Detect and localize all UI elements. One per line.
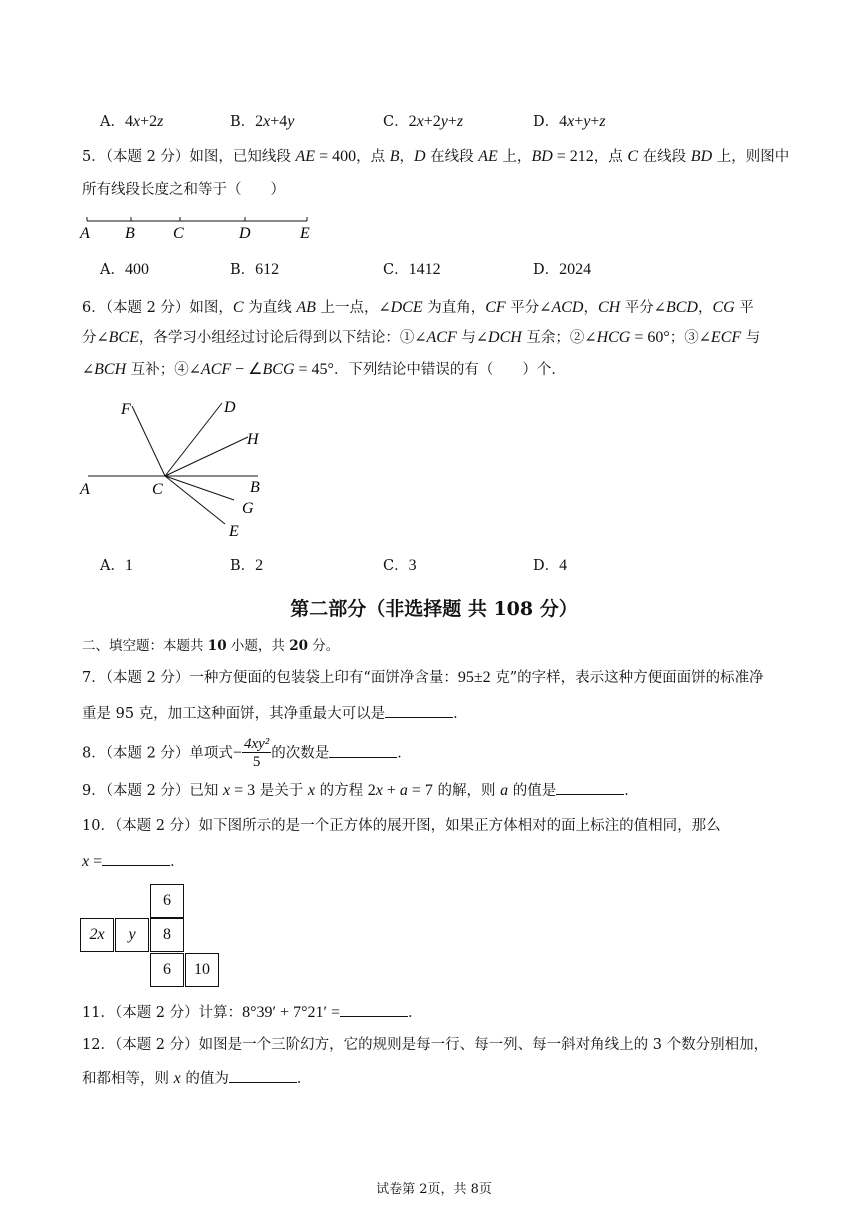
label-b: B [250, 479, 260, 496]
text-segment: 的方程 [315, 783, 368, 799]
text-segment: ∠ [82, 362, 95, 378]
text-segment: 二、填空题：本题共 [82, 638, 208, 654]
q6-angle-figure [0, 0, 868, 560]
math-variable: x [173, 1070, 181, 1087]
math-variable: AE [478, 148, 498, 165]
text-segment: ，各学习小组经过讨论后得到以下结论：①∠ [138, 330, 427, 346]
math-variable: BCG [262, 361, 295, 378]
text-segment: 平分∠ [620, 300, 666, 316]
q8-answer-blank[interactable] [329, 743, 397, 758]
text-segment: D． [533, 262, 560, 278]
text-segment: 为直角， [422, 300, 486, 316]
text-segment: + [590, 113, 600, 130]
text-segment: A． [100, 114, 125, 130]
math-variable: C [232, 299, 244, 316]
net-cell-2x: 2x [80, 918, 114, 952]
text-segment: 2024 [559, 261, 592, 278]
net-cell-bottom-right: 10 [185, 953, 219, 987]
text-segment: 的值是 [508, 783, 557, 799]
q9-tail: ． [624, 783, 639, 799]
q10-text-line2 [82, 851, 185, 872]
text-segment: 的值为 [180, 1071, 229, 1087]
text-segment: 4 [559, 557, 568, 574]
text-segment: +2 [140, 113, 158, 130]
text-segment: 2 [367, 782, 376, 799]
math-variable: x [567, 113, 575, 130]
text-segment: B． [230, 262, 256, 278]
text-segment: 7．（本题 2 分）一种方便面的包装袋上印有“面饼净含量： [82, 670, 458, 686]
text-segment: 10 [207, 638, 227, 654]
math-variable: BD [690, 148, 713, 165]
math-variable: x [416, 113, 424, 130]
math-variable: y [287, 113, 295, 130]
q10-x-eq [82, 854, 102, 870]
text-segment: 平分∠ [505, 300, 552, 316]
text-segment: 2 [255, 557, 264, 574]
label-a: A [80, 225, 90, 242]
q7-text [82, 706, 385, 722]
math-variable: ECF [710, 329, 742, 346]
text-segment: B． [230, 114, 256, 130]
math-variable: z [456, 113, 464, 130]
text-segment: 是关于 [255, 783, 308, 799]
text-segment: ，点 [356, 149, 390, 165]
text-segment: 所有线段长度之和等于（ ） [82, 182, 285, 198]
text-segment: 上，则图中 [712, 149, 790, 165]
q8-suffix: 的次数是 [271, 745, 330, 762]
math-variable: BCH [94, 361, 127, 378]
q6-option-b [230, 556, 263, 576]
label-c: C [173, 225, 184, 242]
math-variable: x [263, 113, 271, 130]
label-b: B [125, 225, 135, 242]
text-segment: 20 [289, 638, 308, 654]
net-cell-top: 6 [150, 884, 184, 918]
text-segment: 分∠ [82, 330, 109, 346]
text-segment: = 45° [294, 361, 334, 378]
math-variable: ACF [200, 361, 232, 378]
label-h: H [247, 431, 259, 448]
text-segment: D． [533, 558, 560, 574]
text-segment: B． [230, 558, 256, 574]
q9-question [82, 783, 556, 799]
math-variable: z [157, 113, 164, 130]
text-segment: − ∠ [231, 361, 263, 378]
ray-cf [132, 406, 165, 476]
q10-answer-blank[interactable] [102, 851, 170, 866]
q11-answer-blank[interactable] [340, 1002, 408, 1017]
net-cell-bottom: 6 [150, 953, 184, 987]
text-segment: C． [383, 558, 409, 574]
q7-text-line1 [82, 668, 764, 688]
q6-option-c [383, 556, 417, 576]
text-segment: 400 [124, 261, 149, 278]
math-variable: x [82, 853, 90, 870]
text-segment: ，点 [593, 149, 628, 165]
text-segment: +4 [270, 113, 288, 130]
text-segment: 9．（本题 2 分）已知 [82, 783, 224, 799]
q12-text-line1 [82, 1035, 768, 1055]
math-variable: a [500, 782, 509, 799]
label-e: E [229, 523, 239, 540]
text-segment: 重是 95 克，加工这种面饼，其净重最大可以是 [82, 706, 386, 722]
text-segment: 上一点，∠ [315, 300, 391, 316]
q7-answer-blank[interactable] [385, 703, 453, 718]
text-segment: 1412 [408, 261, 441, 278]
text-segment: 小题，共 [226, 638, 290, 654]
q8-minus: − [232, 744, 242, 762]
text-segment: + [447, 113, 457, 130]
text-segment: = 60° [630, 329, 670, 346]
text-segment: 1 [124, 557, 133, 574]
math-variable: z [599, 113, 606, 130]
text-segment: 3 [408, 557, 417, 574]
q9-answer-blank[interactable] [556, 780, 624, 795]
text-segment: 克”的字样，表示这种方便面面饼的标准净 [490, 670, 764, 686]
math-variable: BCD [665, 299, 698, 316]
text-segment: A． [100, 262, 125, 278]
text-segment: 6．（本题 2 分）如图， [82, 300, 233, 316]
text-segment: C． [383, 114, 409, 130]
math-variable: x [307, 782, 315, 799]
ray-cd [165, 403, 222, 476]
text-segment: = [89, 853, 103, 870]
math-variable: CF [485, 299, 506, 316]
math-variable: a [399, 782, 408, 799]
text-segment: 95±2 [457, 669, 491, 686]
text-segment: + [382, 782, 400, 799]
ray-cg [165, 476, 234, 500]
net-cell-center: 8 [150, 918, 184, 952]
q12-answer-blank[interactable] [229, 1068, 297, 1083]
math-variable: BD [531, 148, 553, 165]
text-segment: ， [697, 300, 713, 316]
math-variable: AB [296, 299, 316, 316]
text-segment: 4 [559, 113, 568, 130]
math-variable: x [132, 113, 141, 130]
label-a: A [80, 481, 90, 498]
math-variable: DCH [488, 329, 522, 346]
math-variable: D [414, 148, 426, 165]
text-segment: = 212 [552, 148, 594, 165]
q12-text-line2 [82, 1068, 311, 1089]
math-variable: AE [295, 148, 316, 165]
text-segment: 分。 [307, 638, 340, 654]
text-segment: ．下列结论中错误的有（ ）个． [333, 362, 566, 378]
math-variable: BCE [108, 329, 139, 346]
math-variable: y [583, 113, 591, 130]
q8-numerator: 4xy² [243, 736, 270, 752]
text-segment: A． [100, 558, 125, 574]
text-segment: 12．（本题 2 分）如图是一个三阶幻方，它的规则是每一行、每一列、每一斜对角线上的 3 个数分别相加， [82, 1037, 769, 1053]
text-segment: + [574, 113, 584, 130]
text-segment: 2 [408, 113, 417, 130]
q12-question [82, 1071, 229, 1087]
text-segment: = 400 [315, 148, 357, 165]
text-segment: 11．（本题 2 分）计算： [82, 1005, 243, 1021]
text-segment: ， [583, 300, 598, 316]
math-variable: CH [597, 299, 621, 316]
text-segment: 在线段 [638, 149, 691, 165]
q12-tail: ． [296, 1071, 312, 1087]
page-footer: 试卷第 2页，共 8页 [376, 1182, 492, 1197]
q7-tail: ． [453, 706, 468, 722]
math-variable: CG [712, 299, 735, 316]
math-variable: HCG [596, 329, 631, 346]
math-variable: DCE [390, 299, 423, 316]
text-segment: 的解，则 [432, 783, 501, 799]
label-d: D [239, 225, 251, 242]
q11-question [82, 1005, 340, 1021]
q10-tail: ． [170, 854, 185, 870]
text-segment: = 7 [407, 782, 433, 799]
math-variable: ACF [426, 329, 457, 346]
q8-denominator: 5 [252, 754, 261, 770]
text-segment: 与 [741, 330, 761, 346]
text-segment: = 3 [230, 782, 256, 799]
ray-ce [165, 476, 225, 524]
text-segment: C． [383, 262, 409, 278]
q9-text [82, 780, 639, 801]
net-cell-y: y [115, 918, 149, 952]
q8-prefix: 8．（本题 2 分）单项式 [82, 745, 233, 762]
math-variable: x [375, 782, 383, 799]
text-segment: 为直线 [243, 300, 297, 316]
text-segment: +2 [423, 113, 441, 130]
text-segment: D． [533, 114, 560, 130]
section2-title [82, 636, 339, 656]
text-segment: 2 [255, 113, 264, 130]
text-segment: 612 [255, 261, 280, 278]
text-segment: 10．（本题 2 分）如下图所示的是一个正方体的展开图，如果正方体相对的面上标注的值相同，那么 [82, 818, 721, 834]
q8-text [82, 736, 412, 771]
q10-text-line1 [82, 816, 721, 836]
text-segment: 4 [124, 113, 133, 130]
text-segment: 上， [497, 149, 532, 165]
label-f: F [121, 401, 131, 418]
q6-option-a [100, 556, 133, 576]
text-segment: 互余；②∠ [521, 330, 597, 346]
math-variable: C [627, 148, 639, 165]
text-segment: 平 [734, 300, 754, 316]
text-segment: 互补；④∠ [126, 362, 201, 378]
q11-text [82, 1002, 423, 1023]
text-segment: 在线段 [425, 149, 479, 165]
q11-tail: ． [408, 1005, 423, 1021]
text-segment: 8°39′ + 7°21′ = [242, 1004, 340, 1021]
q7-text-line2 [82, 703, 468, 724]
part2-heading: 第二部分（非选择题 共 108 分） [290, 598, 578, 620]
label-e: E [300, 225, 310, 242]
ray-ch [165, 437, 248, 476]
text-segment: 5．（本题 2 分）如图，已知线段 [82, 149, 296, 165]
text-segment: ；③∠ [669, 330, 711, 346]
text-segment: 和都相等，则 [82, 1071, 174, 1087]
label-g: G [242, 500, 254, 517]
label-c: C [152, 481, 163, 498]
math-variable: B [389, 148, 400, 165]
q8-tail: ． [397, 745, 412, 762]
q8-fraction [242, 736, 271, 771]
text-segment: 与∠ [456, 330, 489, 346]
math-variable: ACD [551, 299, 584, 316]
math-variable: y [440, 113, 448, 130]
q6-option-d [533, 556, 567, 576]
label-d: D [224, 399, 236, 416]
text-segment: ， [399, 149, 414, 165]
math-variable: x [223, 782, 231, 799]
